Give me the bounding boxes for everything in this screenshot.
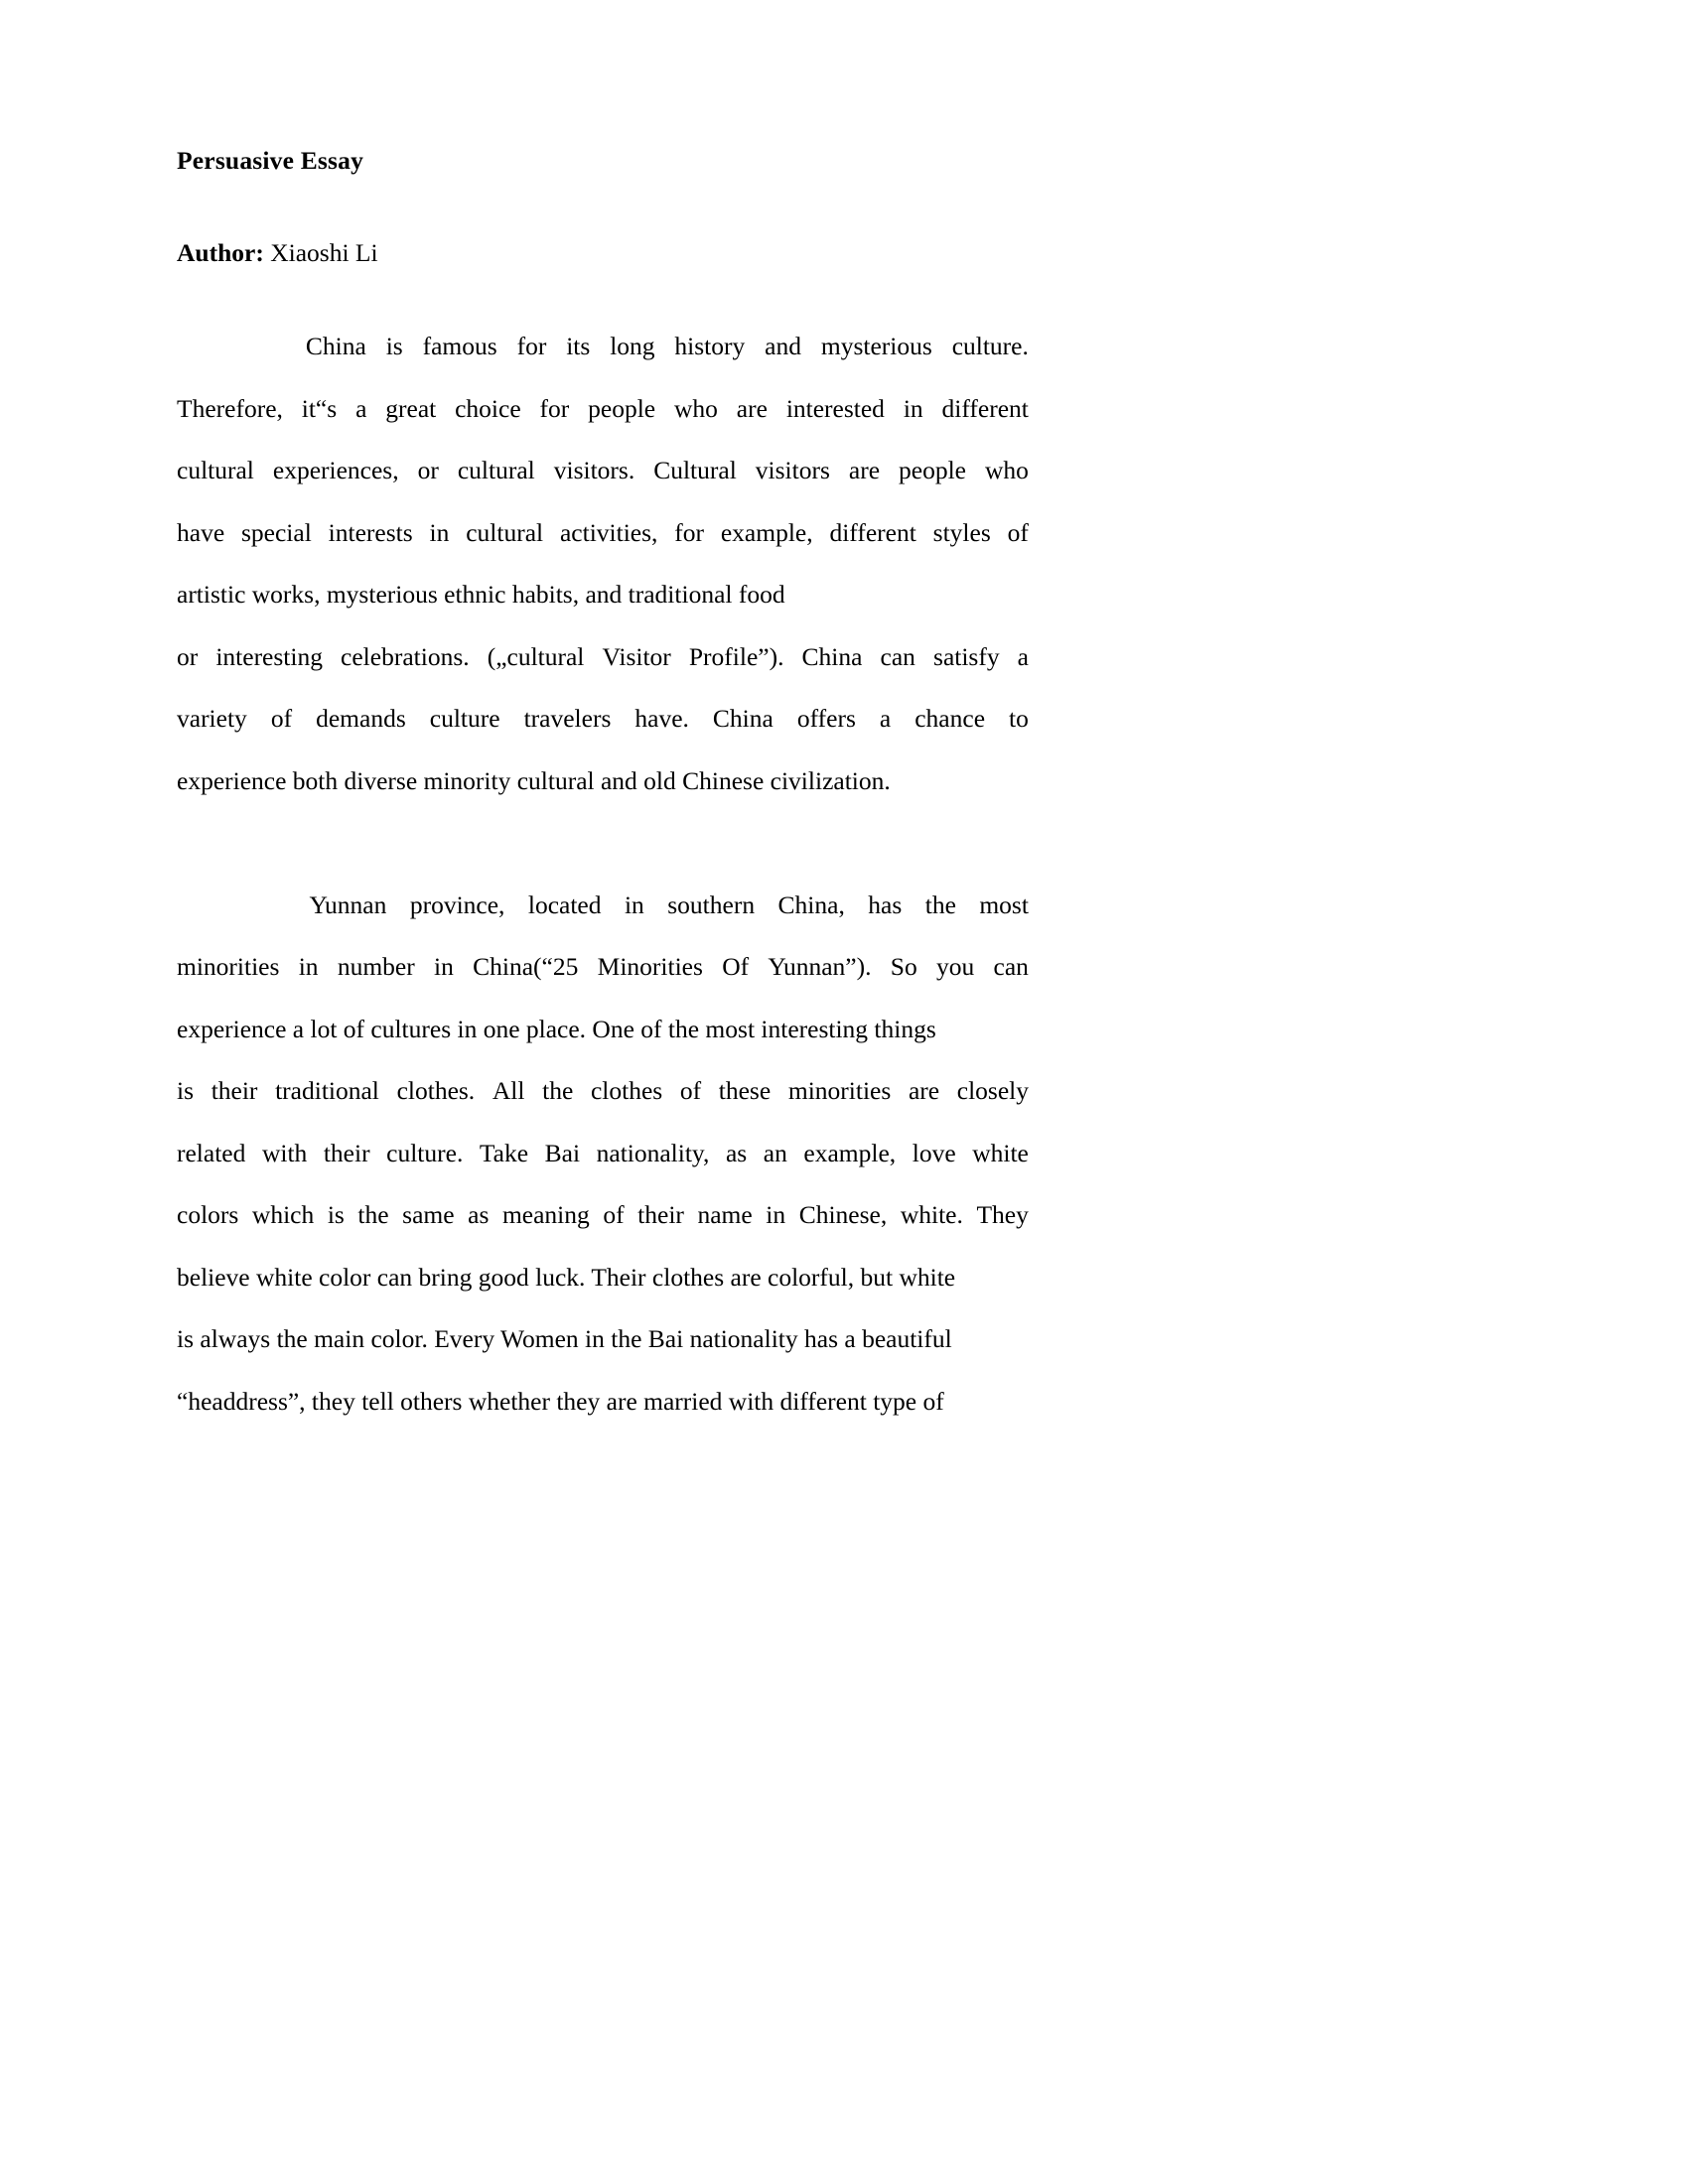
line-text: experience a lot of cultures in one place. One of the most interesting things: [177, 1014, 936, 1043]
word: famous: [422, 332, 497, 360]
first-line-indent: [177, 316, 286, 378]
word: activities,: [559, 517, 658, 547]
word: are: [908, 1076, 940, 1105]
word: have: [177, 517, 225, 547]
word: Therefore,: [177, 393, 283, 423]
word: an: [763, 1138, 787, 1167]
word: or: [177, 641, 199, 671]
text-line: [177, 1371, 1029, 1433]
word: is: [177, 1076, 195, 1105]
word: culture.: [951, 332, 1029, 360]
word: love: [912, 1138, 956, 1167]
paragraph-2: [177, 875, 1029, 1433]
word: in: [624, 889, 644, 919]
essay-body: [177, 316, 1029, 1433]
text-line: [177, 378, 1029, 441]
word: styles: [932, 517, 991, 547]
word: („cultural: [487, 641, 585, 671]
word: satisfy: [933, 641, 1000, 671]
word: a: [1017, 641, 1029, 671]
word: and: [765, 332, 801, 360]
word: minorities: [787, 1076, 892, 1105]
word: a: [879, 704, 892, 733]
word: name: [697, 1200, 753, 1229]
text-line: [177, 1308, 1029, 1371]
paragraph-1: [177, 316, 1029, 812]
word: Profile”).: [688, 641, 784, 671]
word: for: [674, 517, 704, 547]
word: different: [941, 393, 1029, 423]
word: number: [337, 952, 415, 981]
word: demands: [316, 704, 406, 733]
word: their: [211, 1076, 258, 1105]
word: traditional: [275, 1076, 379, 1105]
word: in: [429, 517, 450, 547]
word: or: [417, 456, 439, 484]
text-line: [177, 626, 1029, 689]
word: cultural: [177, 456, 254, 484]
word: is: [327, 1200, 345, 1229]
word: of: [603, 1200, 625, 1229]
word: of: [1007, 517, 1029, 547]
word: China: [712, 704, 774, 733]
word: its: [566, 332, 591, 360]
word: choice: [455, 393, 521, 423]
word: interests: [328, 517, 413, 547]
word: in: [766, 1200, 786, 1229]
text-line: [177, 1247, 1029, 1309]
word: interested: [785, 393, 885, 423]
page-title: Persuasive Essay: [177, 146, 364, 175]
word: visitors: [755, 456, 830, 484]
text-line: [177, 564, 1029, 626]
word: China: [305, 332, 366, 360]
word: China: [801, 641, 863, 671]
word: the: [924, 889, 956, 919]
word: clothes.: [396, 1076, 476, 1105]
word: clothes: [590, 1076, 663, 1105]
word: All: [492, 1076, 525, 1105]
text-line: [177, 936, 1029, 999]
word: the: [357, 1200, 389, 1229]
word: culture.: [386, 1138, 464, 1167]
first-line-indent: [177, 875, 286, 937]
author-line: [177, 238, 378, 268]
text-line: [177, 751, 1029, 813]
word: related: [177, 1138, 246, 1167]
paragraph-spacer: [177, 812, 1029, 875]
word: great: [385, 393, 437, 423]
word: province,: [409, 889, 505, 919]
word: cultural: [457, 456, 535, 484]
word: can: [880, 641, 915, 671]
word: example,: [720, 517, 813, 547]
text-line: [177, 1060, 1029, 1123]
word: variety: [177, 704, 247, 733]
word: most: [979, 889, 1029, 919]
word: closely: [956, 1076, 1029, 1105]
line-text: “headdress”, they tell others whether they are married with different type of: [177, 1386, 944, 1416]
word: is: [385, 332, 403, 360]
word: Chinese,: [798, 1200, 888, 1229]
word: Bai: [544, 1138, 581, 1167]
text-line: [177, 1123, 1029, 1185]
text-line: [177, 440, 1029, 502]
word: offers: [796, 704, 856, 733]
text-line: [177, 316, 1029, 378]
word: in: [298, 952, 319, 981]
word: different: [829, 517, 916, 547]
line-text: believe white color can bring good luck. Their clothes are colorful, but white: [177, 1262, 956, 1292]
text-line: [177, 999, 1029, 1061]
word: So: [890, 952, 917, 981]
word: Take: [479, 1138, 529, 1167]
word: example,: [803, 1138, 897, 1167]
line-text: artistic works, mysterious ethnic habits, and traditional food: [177, 580, 785, 609]
word: of: [679, 1076, 702, 1105]
line-text: is always the main color. Every Women in the Bai nationality has a beautiful: [177, 1324, 952, 1353]
word: these: [718, 1076, 772, 1105]
author-label: Author:: [177, 238, 264, 267]
word: travelers: [523, 704, 612, 733]
word: Yunnan: [309, 889, 387, 919]
word: history: [674, 332, 746, 360]
word: Yunnan”).: [768, 952, 872, 981]
word: their: [323, 1138, 370, 1167]
word: Of: [722, 952, 750, 981]
word: white: [972, 1138, 1029, 1167]
word: long: [610, 332, 655, 360]
word: in: [903, 393, 923, 423]
word: chance: [914, 704, 986, 733]
line-text: experience both diverse minority cultural and old Chinese civilization.: [177, 765, 891, 795]
word: have.: [634, 704, 689, 733]
word: for: [539, 393, 570, 423]
author-name: Xiaoshi Li: [270, 238, 378, 267]
word: with: [261, 1138, 308, 1167]
word: same: [402, 1200, 455, 1229]
word: a: [355, 393, 367, 423]
word: of: [270, 704, 293, 733]
word: culture: [429, 704, 500, 733]
word: special: [241, 517, 312, 547]
word: as: [468, 1200, 490, 1229]
word: nationality,: [596, 1138, 710, 1167]
word: Minorities: [597, 952, 703, 981]
word: as: [725, 1138, 748, 1167]
text-line: [177, 875, 1029, 937]
word: who: [985, 456, 1029, 484]
word: can: [993, 952, 1029, 981]
word: the: [542, 1076, 574, 1105]
word: it“s: [301, 393, 338, 423]
word: who: [674, 393, 718, 423]
word: in: [434, 952, 454, 981]
word: celebrations.: [341, 641, 470, 671]
text-line: [177, 502, 1029, 565]
word: which: [251, 1200, 315, 1229]
word: you: [935, 952, 975, 981]
text-line: [177, 688, 1029, 751]
word: their: [637, 1200, 684, 1229]
word: are: [736, 393, 768, 423]
word: China(“25: [473, 952, 579, 981]
word: experiences,: [272, 456, 399, 484]
word: people: [588, 393, 656, 423]
word: minorities: [177, 952, 280, 981]
word: cultural: [466, 517, 544, 547]
word: people: [899, 456, 967, 484]
word: are: [848, 456, 881, 484]
word: to: [1009, 704, 1029, 733]
word: They: [976, 1200, 1029, 1229]
word: Visitor: [602, 641, 671, 671]
word: has: [868, 889, 903, 919]
word: Cultural: [653, 456, 737, 484]
word: interesting: [215, 641, 323, 671]
word: for: [516, 332, 547, 360]
word: southern: [667, 889, 756, 919]
word: visitors.: [553, 456, 635, 484]
text-line: [177, 1184, 1029, 1247]
word: mysterious: [820, 332, 932, 360]
word: meaning: [501, 1200, 590, 1229]
word: China,: [777, 889, 845, 919]
word: colors: [177, 1200, 239, 1229]
word: white.: [900, 1200, 963, 1229]
word: located: [527, 889, 602, 919]
